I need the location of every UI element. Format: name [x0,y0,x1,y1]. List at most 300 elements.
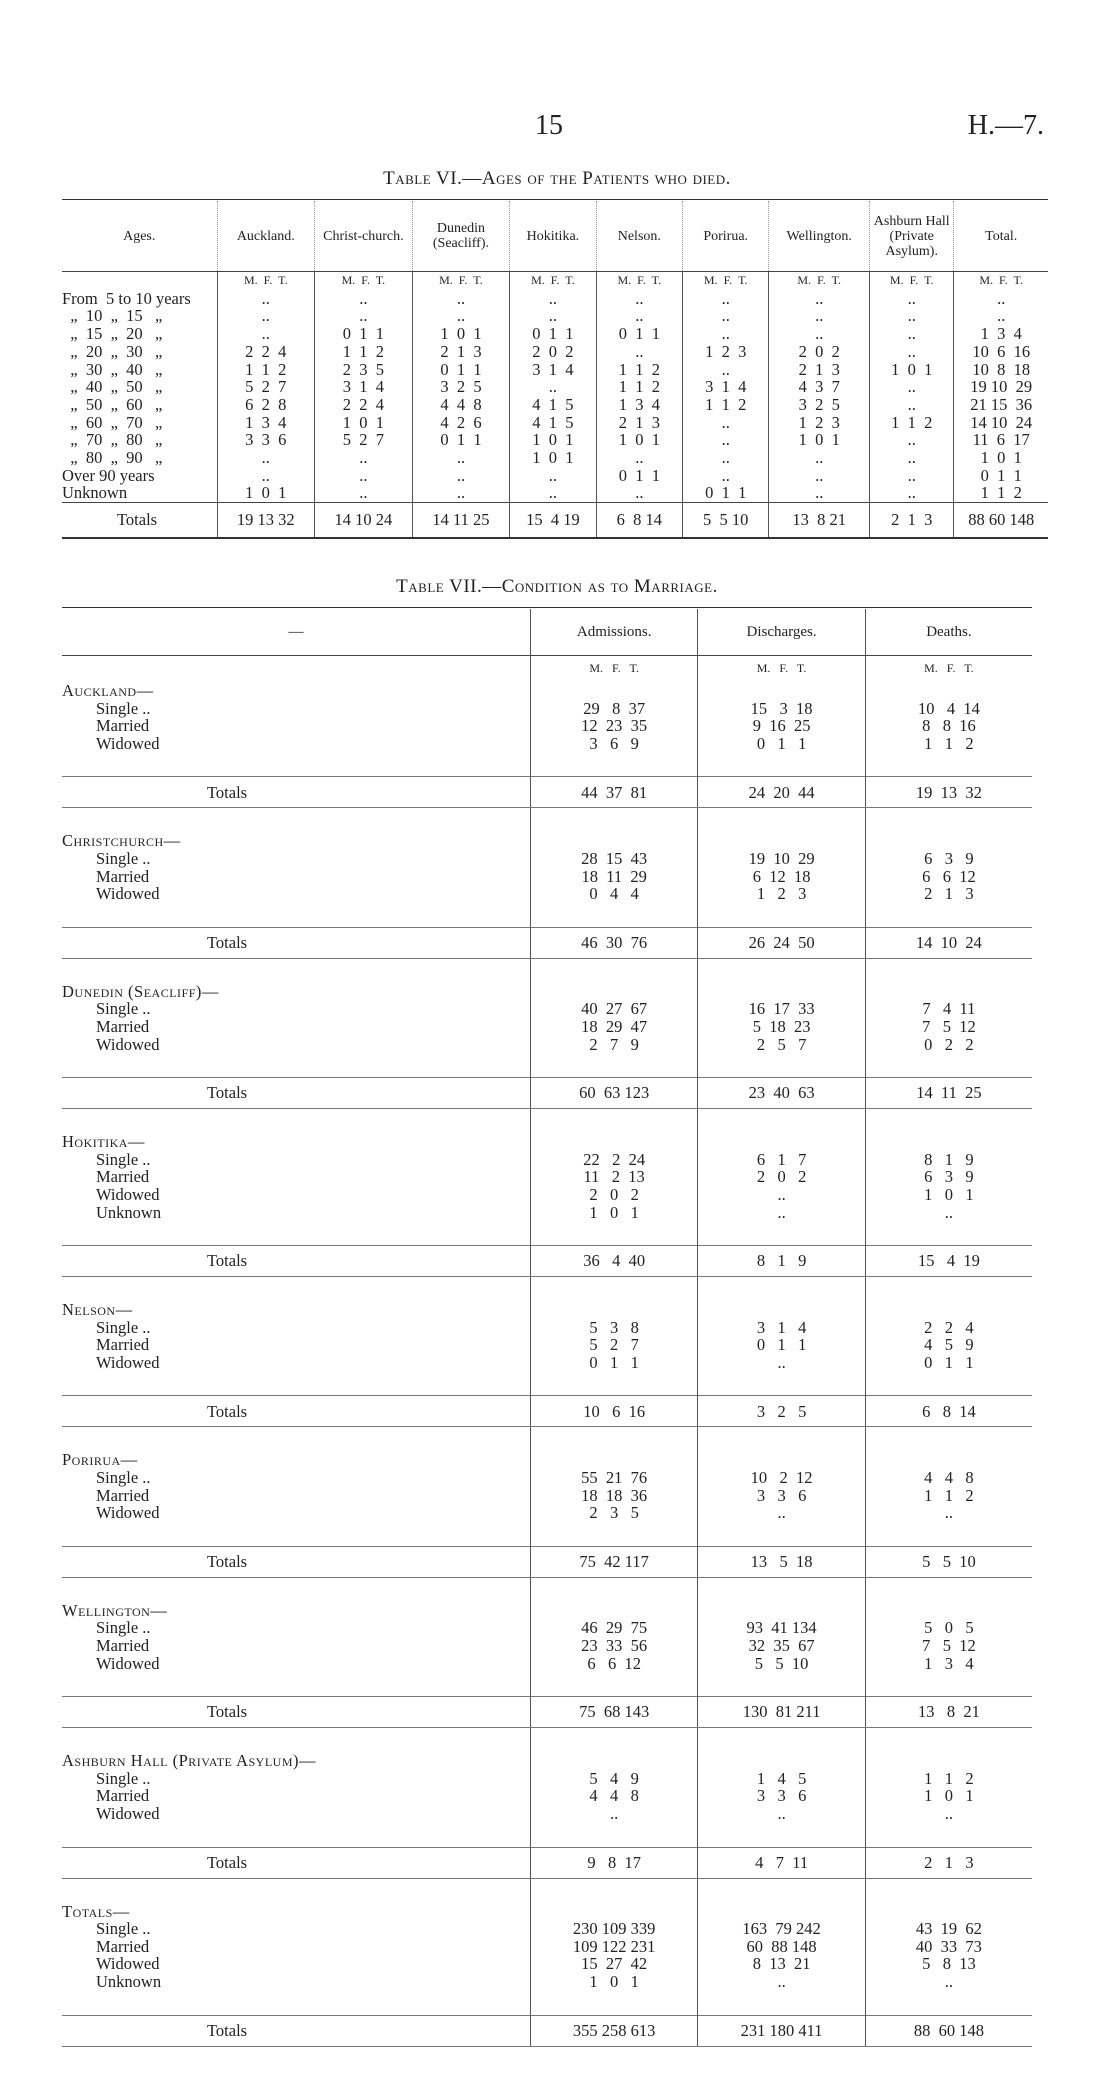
blank-cell [530,1451,697,1469]
blank-cell [698,1672,865,1697]
data-cell: .. [596,343,682,361]
mft-label: M. F. T. [954,272,1048,290]
data-cell: 1 0 1 [510,431,596,449]
row-label: Single .. [96,1468,151,1488]
section-heading-row [62,682,1032,700]
table-row [62,1151,1032,1169]
row-label: Married [96,716,150,736]
data-cell: 16 17 33 [698,1000,865,1018]
table-row [62,1504,1032,1522]
data-cell: 10 2 12 [698,1469,865,1487]
data-cell: .. [865,1805,1032,1823]
total-cell: 14 11 25 [412,503,510,539]
data-cell: 1 2 3 [769,414,870,432]
blank-cell [865,1053,1032,1078]
blank-cell [530,1903,697,1921]
data-cell: 1 1 2 [217,361,315,379]
total-cell: 75 42 117 [530,1546,697,1577]
data-cell: 23 33 56 [530,1637,697,1655]
data-cell: 2 2 4 [865,1319,1032,1337]
section-heading-row [62,1903,1032,1921]
totals-row [62,1078,1032,1109]
data-cell: 2 1 3 [769,361,870,379]
table-row [62,1787,1032,1805]
data-cell: 1 3 4 [954,325,1048,343]
data-cell: 1 3 4 [217,414,315,432]
data-cell: 1 2 3 [698,885,865,903]
data-cell: 4 1 5 [510,414,596,432]
data-cell: 6 6 12 [530,1655,697,1673]
document-reference: H.—7. [967,110,1044,141]
blank-cell [865,1752,1032,1770]
age-label: „ 20 „ 30 „ [62,341,163,361]
data-cell: .. [315,467,413,485]
totals-label: Totals [62,1697,530,1728]
blank-cell [698,1371,865,1396]
data-cell: 1 0 1 [596,431,682,449]
total-cell: 19 13 32 [865,777,1032,808]
row-label: Married [96,1936,150,1956]
data-cell: .. [217,325,315,343]
blank-cell [530,1991,697,2016]
blank-cell [698,1577,865,1602]
spacer-row [62,1109,1032,1134]
totals-label: Totals [62,927,530,958]
blank-cell [698,752,865,777]
data-cell: 0 4 4 [530,885,697,903]
data-cell: 40 33 73 [865,1938,1032,1956]
total-cell: 4 7 11 [698,1847,865,1878]
data-cell: .. [870,449,954,467]
row-label: Married [96,1335,150,1355]
data-cell: .. [769,290,870,308]
total-cell: 3 2 5 [698,1396,865,1427]
total-cell: 23 40 63 [698,1078,865,1109]
blank-cell [62,1823,530,1848]
row-label: Single .. [96,1919,151,1939]
data-cell: .. [596,290,682,308]
total-cell: 15 4 19 [510,503,596,539]
data-cell: .. [412,467,510,485]
blank-cell [530,958,697,983]
mft-label: M. F. T. [596,272,682,290]
data-cell: .. [596,484,682,502]
row-label: Married [96,1016,150,1036]
data-cell: 2 1 3 [865,885,1032,903]
data-cell: 7 4 11 [865,1000,1032,1018]
table-row [62,1168,1032,1186]
blank-cell [698,1522,865,1547]
table-row [62,868,1032,886]
total-cell: 36 4 40 [530,1246,697,1277]
blank-cell [62,958,530,983]
data-cell: 19 10 29 [954,378,1048,396]
blank-cell [865,1991,1032,2016]
blank-cell [530,1371,697,1396]
data-cell: 2 1 3 [596,414,682,432]
data-cell: 2 2 4 [315,396,413,414]
mft-label: M. F. T. [315,272,413,290]
blank-cell [530,1109,697,1134]
blank-cell [865,1109,1032,1134]
column-header: Discharges. [698,609,865,656]
data-cell: 10 6 16 [954,343,1048,361]
spacer-row [62,1371,1032,1396]
table-row [62,1336,1032,1354]
data-cell: .. [870,484,954,502]
data-cell: .. [698,1504,865,1522]
data-cell: .. [412,449,510,467]
data-cell: 8 13 21 [698,1955,865,1973]
totals-row [62,1697,1032,1728]
data-cell: 230 109 339 [530,1920,697,1938]
row-label: Widowed [96,1352,160,1372]
blank-cell [530,1602,697,1620]
total-cell: 14 10 24 [315,503,413,539]
table-row [62,1036,1032,1054]
total-cell: 355 258 613 [530,2015,697,2046]
data-cell: .. [510,467,596,485]
blank-cell [530,752,697,777]
totals-label: Totals [62,1847,530,1878]
row-label: Widowed [96,1034,160,1054]
totals-row [62,1396,1032,1427]
row-label: Married [96,866,150,886]
table-row [62,361,1048,379]
section-heading-row [62,983,1032,1001]
total-cell: 26 24 50 [698,927,865,958]
total-cell: 9 8 17 [530,1847,697,1878]
data-cell: 1 1 2 [596,378,682,396]
data-cell: .. [769,484,870,502]
table7-top-rule [62,607,1032,608]
table-row [62,717,1032,735]
data-cell: 5 3 8 [530,1319,697,1337]
data-cell: 28 15 43 [530,850,697,868]
mft-label: M. F. T. [510,272,596,290]
table-row [62,484,1048,502]
column-header: Wellington. [769,201,870,272]
data-cell: 1 1 2 [954,484,1048,502]
row-label: Single .. [96,698,151,718]
table-row [62,1204,1032,1222]
blank-cell [530,1221,697,1246]
data-cell: 1 2 3 [683,343,769,361]
blank-cell [698,1221,865,1246]
blank-cell [530,1878,697,1903]
data-cell: .. [870,325,954,343]
row-label: Single .. [96,999,151,1019]
section-heading-row [62,1602,1032,1620]
data-cell: .. [698,1354,865,1372]
ages-table [62,201,1048,539]
data-cell: .. [954,307,1048,325]
blank-cell [530,1577,697,1602]
data-cell: 15 27 42 [530,1955,697,1973]
mft-label: M. F. T. [698,656,865,683]
data-cell: 1 0 1 [510,449,596,467]
data-cell: 14 10 24 [954,414,1048,432]
data-cell: 40 27 67 [530,1000,697,1018]
total-cell: 88 60 148 [865,2015,1032,2046]
data-cell: 55 21 76 [530,1469,697,1487]
total-cell: 15 4 19 [865,1246,1032,1277]
data-cell: .. [870,467,954,485]
age-label: From 5 to 10 years [62,288,191,308]
totals-row [62,927,1032,958]
section-name: Nelson— [62,1300,133,1320]
blank-cell [865,1903,1032,1921]
blank-cell [62,808,530,833]
data-cell: 2 7 9 [530,1036,697,1054]
data-cell: .. [596,449,682,467]
blank-cell [62,1109,530,1134]
table-row [62,1637,1032,1655]
blank-cell [62,1672,530,1697]
data-cell: 2 0 2 [698,1168,865,1186]
blank-cell [865,1522,1032,1547]
totals-label: Totals [62,503,217,539]
data-cell: 9 16 25 [698,717,865,735]
column-header: Dunedin (Seacliff). [412,201,510,272]
data-cell: 4 2 6 [412,414,510,432]
totals-row [62,1546,1032,1577]
data-cell: 1 4 5 [698,1770,865,1788]
blank-cell [530,1427,697,1452]
data-cell: .. [870,378,954,396]
data-cell: 0 1 1 [530,1354,697,1372]
blank-cell [865,903,1032,928]
data-cell: .. [412,290,510,308]
blank-cell [530,832,697,850]
total-cell: 24 20 44 [698,777,865,808]
data-cell: 0 1 1 [412,361,510,379]
blank-cell [62,903,530,928]
data-cell: 18 18 36 [530,1487,697,1505]
blank-cell [865,983,1032,1001]
age-label: „ 70 „ 80 „ [62,430,163,450]
row-label: Widowed [96,1184,160,1204]
age-label: „ 30 „ 40 „ [62,359,163,379]
data-cell: 1 0 1 [865,1186,1032,1204]
data-cell: .. [683,325,769,343]
spacer-row [62,1991,1032,2016]
blank-cell [530,1728,697,1753]
blank-cell [865,1277,1032,1302]
table-row [62,1655,1032,1673]
data-cell: .. [870,290,954,308]
data-cell: 6 3 9 [865,1168,1032,1186]
data-cell: 2 0 2 [769,343,870,361]
total-cell: 13 8 21 [769,503,870,539]
section-heading-row [62,1752,1032,1770]
data-cell: 3 3 6 [698,1487,865,1505]
table-row [62,325,1048,343]
data-cell: .. [683,431,769,449]
blank-cell [698,1728,865,1753]
table-row [62,290,1048,308]
data-cell: .. [865,1204,1032,1222]
section-name: Auckland— [62,681,154,700]
blank-cell [865,1451,1032,1469]
data-cell: 109 122 231 [530,1938,697,1956]
blank-cell [62,1577,530,1602]
data-cell: 8 1 9 [865,1151,1032,1169]
blank-cell [865,1823,1032,1848]
table-row [62,467,1048,485]
data-cell: 4 1 5 [510,396,596,414]
total-cell: 46 30 76 [530,927,697,958]
data-cell: 3 1 4 [683,378,769,396]
section-heading-row [62,1451,1032,1469]
data-cell: 2 3 5 [530,1504,697,1522]
data-cell: 3 1 4 [698,1319,865,1337]
blank-cell [865,1221,1032,1246]
blank-cell [530,1301,697,1319]
spacer-row [62,1577,1032,1602]
totals-label: Totals [62,1546,530,1577]
total-cell: 13 8 21 [865,1697,1032,1728]
row-label: Married [96,1636,150,1656]
spacer-row [62,1672,1032,1697]
data-cell: .. [217,307,315,325]
data-cell: 4 4 8 [865,1469,1032,1487]
data-cell: 11 2 13 [530,1168,697,1186]
data-cell: .. [412,484,510,502]
table-row [62,1938,1032,1956]
data-cell: 1 0 1 [865,1787,1032,1805]
total-cell: 88 60 148 [954,503,1048,539]
data-cell: .. [870,307,954,325]
total-cell: 130 81 211 [698,1697,865,1728]
table6-top-rule [62,199,1048,200]
totals-row [62,503,1048,539]
data-cell: 5 2 7 [530,1336,697,1354]
blank-cell [530,1672,697,1697]
totals-row [62,777,1032,808]
data-cell: .. [510,378,596,396]
age-label: Unknown [62,483,128,503]
section-name: Porirua— [62,1450,138,1470]
section-name: Wellington— [62,1600,168,1620]
section-name: Dunedin (Seacliff)— [62,981,219,1001]
table-row [62,1000,1032,1018]
data-cell: 3 3 6 [217,431,315,449]
totals-label: Totals [62,2015,530,2046]
blank-cell [62,1371,530,1396]
data-cell: 0 1 1 [683,484,769,502]
blank-cell [698,1991,865,2016]
data-cell: 7 5 12 [865,1637,1032,1655]
data-cell: .. [510,484,596,502]
data-cell: .. [870,431,954,449]
data-cell: 29 8 37 [530,700,697,718]
blank-cell [865,1427,1032,1452]
data-cell: 0 1 1 [698,1336,865,1354]
section-name: Christchurch— [62,831,181,851]
table-row [62,1955,1032,1973]
data-cell: .. [683,414,769,432]
table-row [62,850,1032,868]
data-cell: 2 1 3 [412,343,510,361]
blank-cell [865,808,1032,833]
table-row [62,735,1032,753]
blank-cell [530,903,697,928]
data-cell: 5 0 5 [865,1619,1032,1637]
blank-cell [698,1752,865,1770]
blank-cell [530,1522,697,1547]
mft-label: M. F. T. [865,656,1032,683]
blank-cell [865,1672,1032,1697]
total-cell: 8 1 9 [698,1246,865,1277]
blank-cell [698,1053,865,1078]
blank-cell [865,832,1032,850]
data-cell: 5 2 7 [217,378,315,396]
table-row [62,431,1048,449]
data-cell: 7 5 12 [865,1018,1032,1036]
data-cell: 22 2 24 [530,1151,697,1169]
table-row [62,885,1032,903]
row-label: Single .. [96,1768,151,1788]
data-cell: 15 3 18 [698,700,865,718]
data-cell: 1 1 2 [865,1487,1032,1505]
totals-label: Totals [62,1246,530,1277]
row-label: Married [96,1167,150,1187]
table-row [62,1487,1032,1505]
data-cell: 11 6 17 [954,431,1048,449]
totals-label: Totals [62,1078,530,1109]
data-cell: 1 0 1 [530,1973,697,1991]
data-cell: 1 1 2 [683,396,769,414]
table-row [62,1619,1032,1637]
blank-cell [865,958,1032,983]
data-cell: .. [683,449,769,467]
row-label: Married [96,1485,150,1505]
section-name: Totals— [62,1901,130,1921]
page-header [0,110,1114,150]
row-label: Unknown [96,1971,162,1991]
column-header: Nelson. [596,201,682,272]
data-cell: 4 3 7 [769,378,870,396]
blank-cell [530,983,697,1001]
data-cell: .. [870,396,954,414]
data-cell: 3 3 6 [698,1787,865,1805]
data-cell: 6 3 9 [865,850,1032,868]
table-row [62,1805,1032,1823]
blank-cell [698,1602,865,1620]
data-cell: 12 23 35 [530,717,697,735]
data-cell: 43 19 62 [865,1920,1032,1938]
table-row [62,343,1048,361]
data-cell: 10 8 18 [954,361,1048,379]
totals-row [62,2015,1032,2046]
data-cell: .. [596,307,682,325]
column-header: Deaths. [865,609,1032,656]
blank-cell [865,752,1032,777]
blank-cell [698,1823,865,1848]
blank-cell [62,1991,530,2016]
data-cell: .. [698,1186,865,1204]
blank-cell [865,1371,1032,1396]
data-cell: 10 4 14 [865,700,1032,718]
table-row [62,1018,1032,1036]
data-cell: 2 5 7 [698,1036,865,1054]
blank-cell [865,1301,1032,1319]
totals-label: Totals [62,777,530,808]
blank-cell [865,682,1032,700]
data-cell: 1 0 1 [412,325,510,343]
data-cell: .. [683,307,769,325]
